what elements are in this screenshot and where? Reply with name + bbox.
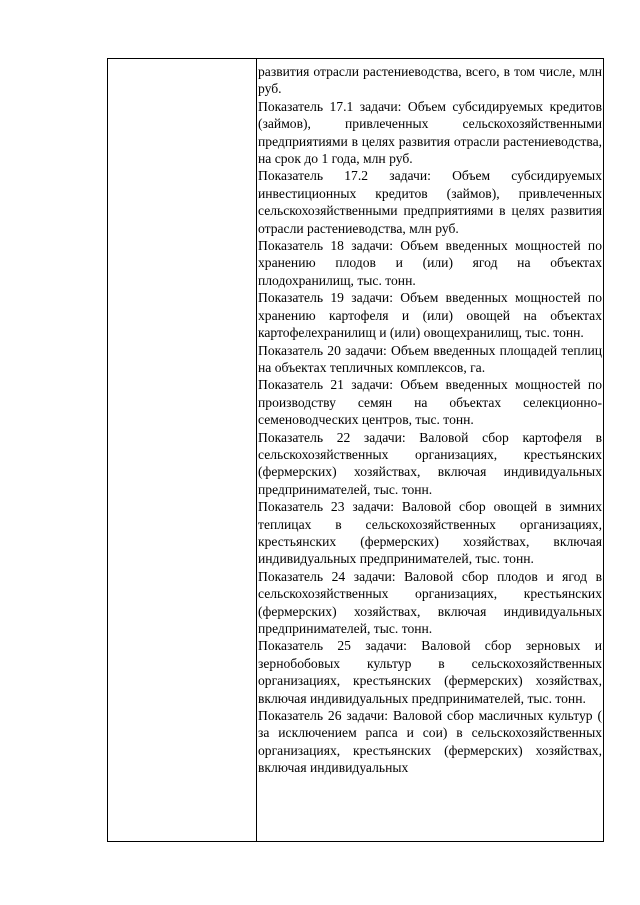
indicator-paragraph: Показатель 19 задачи: Объем введенных мощностей по хранению картофеля и (или) овощей на объектах картофелехранилищ и (или) овощехранилищ, тыс. тонн.: [258, 290, 602, 341]
indicator-paragraph: Показатель 20 задачи: Объем введенных площадей теплиц на объектах тепличных комплексов, га.: [258, 342, 602, 375]
indicator-paragraph: Показатель 17.1 задачи: Объем субсидируемых кредитов (займов), привлеченных сельскохозяйственными предприятиями в целях развития отрасли растениеводства, на срок до 1 года, млн руб.: [258, 98, 602, 167]
indicator-paragraph: Показатель 22 задачи: Валовой сбор картофеля в сельскохозяйственных организациях, крестьянских (фермерских) хозяйствах, включая индивидуальных предпринимателей, тыс. тонн.: [258, 429, 602, 497]
indicator-paragraph: Показатель 25 задачи: Валовой сбор зерновых и зернобобовых культур в сельскохозяйственных организациях, крестьянских (фермерских) хозяйствах, включая индивидуальных предпринимателей, тыс. тонн.: [258, 638, 602, 706]
indicator-table: [107, 58, 604, 842]
table-left-cell: [108, 59, 256, 841]
indicator-paragraph: Показатель 18 задачи: Объем введенных мощностей по хранению плодов и (или) ягод на объектах плодохранилищ, тыс. тонн.: [258, 238, 602, 288]
column-divider: [256, 59, 257, 841]
indicator-paragraph: Показатель 24 задачи: Валовой сбор плодов и ягод в сельскохозяйственных организациях, крестьянских (фермерских) хозяйствах, включая индивидуальных предпринимателей, тыс. тонн.: [258, 568, 602, 636]
table-right-cell: [258, 63, 602, 777]
indicator-paragraph: развития отрасли растениеводства, всего, в том числе, млн руб.: [258, 64, 602, 97]
indicator-paragraph: Показатель 17.2 задачи: Объем субсидируемых инвестиционных кредитов (займов), привлеченных сельскохозяйственными предприятиями в целях развития отрасли растениеводства, млн руб.: [258, 168, 602, 236]
indicator-paragraph: Показатель 23 задачи: Валовой сбор овощей в зимних теплицах в сельскохозяйственных организациях, крестьянских (фермерских) хозяйствах, включая индивидуальных предпринимателей, тыс. тонн.: [258, 499, 602, 567]
indicator-paragraph: Показатель 21 задачи: Объем введенных мощностей по производству семян на объектах селекционно-семеноводческих центров, тыс. тонн.: [258, 377, 602, 428]
indicator-paragraph: Показатель 26 задачи: Валовой сбор масличных культур ( за исключением рапса и сои) в сельскохозяйственных организациях, крестьянских (фермерских) хозяйствах, включая индивидуальных: [258, 708, 602, 776]
